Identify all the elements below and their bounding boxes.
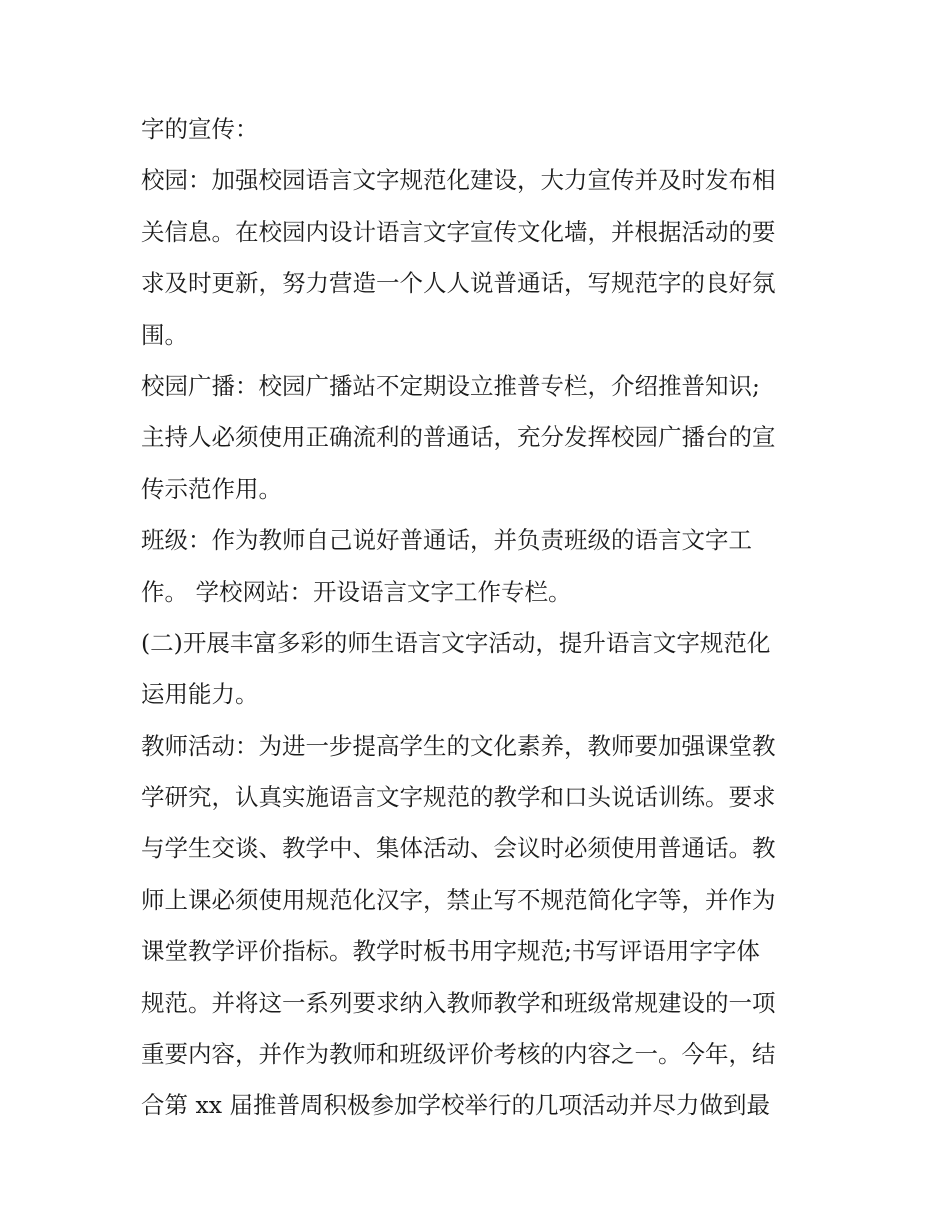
text-line-11: (二)开展丰富多彩的师生语言文字活动，提升语言文字规范化 <box>141 628 771 657</box>
text-line-13: 教师活动：为进一步提高学生的文化素养，教师要加强课堂教 <box>141 731 776 760</box>
text-line-10: 作。 学校网站：开设语言文字工作专栏。 <box>141 577 572 606</box>
text-line-6: 校园广播：校园广播站不定期设立推普专栏，介绍推普知识; <box>141 371 760 400</box>
text-line-12: 运用能力。 <box>141 680 259 709</box>
text-line-5: 围。 <box>141 320 188 349</box>
text-line-16: 师上课必须使用规范化汉字，禁止写不规范简化字等，并作为 <box>141 885 776 914</box>
text-line-9: 班级：作为教师自己说好普通话，并负责班级的语言文字工 <box>141 526 752 555</box>
text-line-3: 关信息。在校园内设计语言文字宣传文化墙，并根据活动的要 <box>141 217 776 246</box>
text-line-15: 与学生交谈、教学中、集体活动、会议时必须使用普通话。教 <box>141 834 776 863</box>
text-line-19: 重要内容，并作为教师和班级评价考核的内容之一。今年，结 <box>141 1040 776 1069</box>
text-line-8: 传示范作用。 <box>141 474 282 503</box>
text-line-18: 规范。并将这一系列要求纳入教师教学和班级常规建设的一项 <box>141 988 776 1017</box>
text-line-20: 合第 xx 届推普周积极参加学校举行的几项活动并尽力做到最 <box>141 1091 770 1120</box>
text-line-1: 字的宣传： <box>141 115 259 143</box>
text-line-7: 主持人必须使用正确流利的普通话，充分发挥校园广播台的宣 <box>141 423 776 452</box>
text-line-4: 求及时更新，努力营造一个人人说普通话，写规范字的良好氛 <box>141 269 776 298</box>
text-line-17: 课堂教学评价指标。教学时板书用字规范;书写评语用字字体 <box>141 937 760 966</box>
body-text <box>141 104 816 1132</box>
text-line-2: 校园：加强校园语言文字规范化建设，大力宣传并及时发布相 <box>141 166 776 195</box>
text-line-14: 学研究，认真实施语言文字规范的教学和口头说话训练。要求 <box>141 783 776 812</box>
